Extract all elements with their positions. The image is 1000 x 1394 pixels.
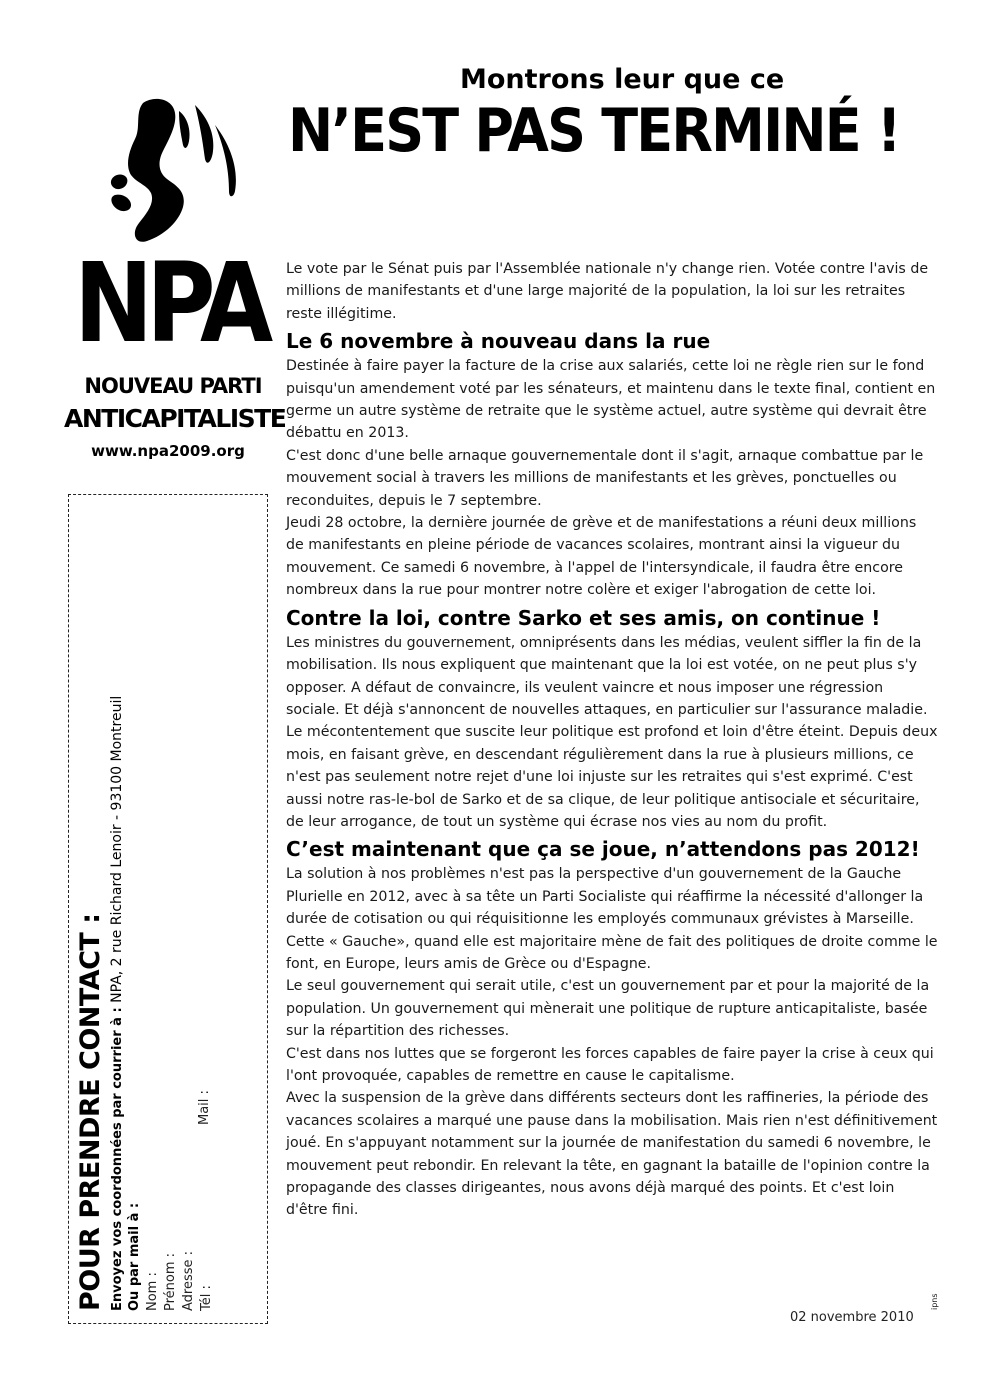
paragraph: Avec la suspension de la grève dans différents secteurs dont les raffineries, la période des vacances scolaires a marqué une pause dans la mobilisation. Mais rien n'est définitivement joué. En s'appuyant notamment sur la journée de manifestation du samedi 6 novembre, le mouvement peut rebondir. En relevant la tête, en gagnant la bataille de l'opinion contre la propagande des classes dirigeantes, nous avons déjà marqué des points. Et c'est loin d'être fini. <box>286 1090 938 1219</box>
paragraph: C'est donc d'une belle arnaque gouvernementale dont il s'agit, arnaque combattue par le mouvement social à travers les millions de manifestants et les grèves, ponctuelles ou reconduites, depuis le 7 septembre. <box>286 447 924 509</box>
contact-postal-address: NPA, 2 rue Richard Lenoir - 93100 Montreuil <box>109 695 125 1003</box>
field-prenom: Prénom : <box>163 1252 178 1311</box>
paragraph: Jeudi 28 octobre, la dernière journée de grève et de manifestations a réuni deux millions de manifestants en pleine période de vacances scolaires, montrant ainsi la vigueur du mouvement. Ce samedi 6 novembre, à l'appel de l'intersyndicale, il faudra être encore nombreux dans la rue pour montrer notre colère et exiger l'abrogation de cette loi. <box>286 515 917 599</box>
contact-title: POUR PRENDRE CONTACT : <box>75 913 106 1311</box>
publication-date: 02 novembre 2010 <box>790 1310 914 1325</box>
ipns-mark: ipns <box>930 1293 939 1310</box>
paragraph: Le mécontentement que suscite leur politique est profond et loin d'être éteint. Depuis deux mois, en faisant grève, en descendant régulièrement dans la rue à plusieurs millions, ce n'est pas seulement notre rejet d'une loi injuste sur les retraites qui s'est exprimé. C'est aussi notre ras-le-bol de Sarko et de sa clique, de leur politique antisociale et sécuritaire, de leur arrogance, de tout un système qui écrase nos vies au nom du profit. <box>286 724 938 830</box>
field-nom: Nom : <box>145 1272 160 1311</box>
paragraph: C'est dans nos luttes que se forgeront les forces capables de faire payer la crise à ceux qui l'ont provoquée, capables de remettre en cause le capitalisme. <box>286 1045 934 1084</box>
paragraph: La solution à nos problèmes n'est pas la perspective d'un gouvernement de la Gauche Plurielle en 2012, avec à sa tête un Parti Socialiste qui réaffirme la nécessité d'allonger la durée de cotisation ou qui réquisitionne les employés communaux grévistes à Marseille. Cette « Gauche», quand elle est majoritaire mène de fait des politiques de droite comme le font, en Europe, leurs amis de Grèce ou d'Espagne. <box>286 866 938 972</box>
headline-top: Montrons leur que ce <box>460 64 785 95</box>
section-heading: C’est maintenant que ça se joue, n’attendons pas 2012! <box>286 837 920 862</box>
headline-main: N’EST PAS TERMINÉ ! <box>288 96 900 166</box>
npa-logo-figure <box>95 95 255 245</box>
npa-acronym: NPA <box>74 239 267 367</box>
section-heading: Le 6 novembre à nouveau dans la rue <box>286 329 711 354</box>
field-tel: Tél : <box>199 1285 214 1311</box>
section-heading: Contre la loi, contre Sarko et ses amis, on continue ! <box>286 605 881 630</box>
contact-mail-label: Ou par mail à : <box>127 1202 142 1311</box>
field-mail: Mail : <box>197 1090 212 1125</box>
paragraph: Destinée à faire payer la facture de la crise aux salariés, cette loi ne règle rien sur le fond puisqu'un amendement voté par les sénateurs, et maintenu dans le texte final, contient en germe un autre système de retraite que le système actuel, autre système qui devrait être débattu en 2013. <box>286 358 936 442</box>
field-adresse: Adresse : <box>181 1250 196 1311</box>
contact-send-instructions <box>109 696 125 1311</box>
contact-send-label: Envoyez vos coordonnées par courrier à : <box>110 1002 125 1311</box>
website-url: www.npa2009.org <box>91 442 245 460</box>
paragraph: Les ministres du gouvernement, omniprésents dans les médias, veulent siffler la fin de la mobilisation. Ils nous expliquent que maintenant que la loi est votée, on ne peut plus s'y opposer. A défaut de convaincre, ils veulent vaincre et nous imposer une régression sociale. Et déjà s'annoncent de nouvelles attaques, en particulier sur l'assurance maladie. <box>286 634 928 718</box>
contact-form-box <box>68 494 268 1324</box>
party-name-line2: ANTICAPITALISTE <box>64 404 286 433</box>
party-name-line1: NOUVEAU PARTI <box>84 374 262 398</box>
intro-paragraph: Le vote par le Sénat puis par l'Assemblée nationale n'y change rien. Votée contre l'avis de millions de manifestants et d'une large majorité de la population, la loi sur les retraites reste illégitime. <box>286 261 929 322</box>
contact-rotated-content <box>69 495 269 1325</box>
paragraph: Le seul gouvernement qui serait utile, c'est un gouvernement par et pour la majorité de la population. Un gouvernement qui mènerait une politique de rupture anticapitaliste, basée sur la répartition des richesses. <box>286 978 930 1040</box>
article-body <box>286 258 938 1222</box>
